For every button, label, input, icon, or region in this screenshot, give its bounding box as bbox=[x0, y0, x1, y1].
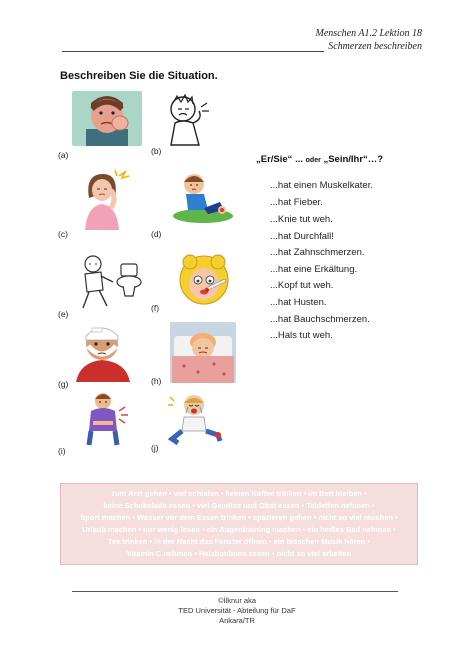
man-diarrhea-toilet-icon bbox=[73, 250, 145, 310]
picture-h bbox=[170, 322, 236, 383]
advice-line: Vitamin C nehmen • Halsbonbons essen • nicht so viel arbeiten bbox=[126, 549, 352, 558]
advice-line: Tee trinken • in der Nacht das Fenster öffnen • ein bisschen Musik hören • bbox=[108, 537, 370, 546]
phrase-4: ...hat Durchfall! bbox=[270, 231, 334, 242]
picture-i-label: (i) bbox=[58, 446, 66, 456]
picture-g bbox=[72, 322, 134, 382]
picture-a bbox=[72, 91, 142, 146]
question-oder: oder bbox=[305, 157, 321, 164]
picture-b-label: (b) bbox=[151, 146, 162, 156]
picture-b bbox=[163, 91, 211, 147]
phrase-7: ...Kopf tut weh. bbox=[270, 280, 334, 291]
question-part1: „Er/Sie“ ... bbox=[256, 154, 303, 165]
woman-headache-icon bbox=[75, 168, 133, 230]
header-course: Menschen A1.2 Lektion 18 bbox=[315, 28, 422, 39]
picture-f bbox=[172, 250, 236, 312]
boy-crying-knee-icon bbox=[164, 391, 228, 447]
man-toothache-icon bbox=[72, 91, 142, 146]
phrase-2: ...hat Fieber. bbox=[270, 197, 323, 208]
man-bandaged-head-icon bbox=[72, 322, 134, 382]
woman-fever-thermometer-icon bbox=[172, 250, 236, 312]
picture-c-label: (c) bbox=[58, 229, 68, 239]
footer-divider bbox=[72, 591, 398, 592]
phrase-1: ...hat einen Muskelkater. bbox=[270, 180, 373, 191]
advice-box bbox=[60, 483, 418, 565]
footer-author: ©İlknur aka bbox=[217, 596, 257, 605]
picture-d bbox=[170, 168, 236, 224]
advice-line: Urlaub machen • nur wenig lesen • ein Augentraining machen • ein heißes Bad nehmen • bbox=[82, 525, 396, 534]
advice-line: keine Schokolade essen • viel Gemüse und Obst essen • Tabletten nehmen • bbox=[103, 501, 375, 510]
phrase-6: ...hat eine Erkältung. bbox=[270, 264, 358, 275]
header-topic: Schmerzen beschreiben bbox=[328, 41, 422, 52]
picture-d-label: (d) bbox=[151, 229, 162, 239]
picture-e-label: (e) bbox=[58, 309, 69, 319]
picture-g-label: (g) bbox=[58, 379, 69, 389]
picture-j-label: (j) bbox=[151, 443, 159, 453]
phrase-9: ...hat Bauchschmerzen. bbox=[270, 314, 370, 325]
picture-i bbox=[73, 391, 133, 447]
picture-e bbox=[73, 250, 145, 310]
question-part3: „Sein/Ihr“…? bbox=[323, 154, 384, 165]
man-neck-pain-icon bbox=[163, 91, 211, 147]
footer-institution: TED Universität - Abteilung für DaF bbox=[178, 606, 296, 615]
phrase-3: ...Knie tut weh. bbox=[270, 214, 333, 225]
picture-c bbox=[75, 168, 133, 230]
advice-line: Sport machen • Wasser vor dem Essen trinken • spazieren gehen • nicht so viel rauchen • bbox=[80, 513, 398, 522]
phrase-5: ...hat Zahnschmerzen. bbox=[270, 247, 365, 258]
header-divider bbox=[62, 51, 324, 52]
woman-sick-in-bed-icon bbox=[170, 322, 236, 383]
picture-j bbox=[164, 391, 228, 447]
footer-city: Ankara/TR bbox=[219, 616, 255, 625]
phrase-10: ...Hals tut weh. bbox=[270, 330, 333, 341]
picture-a-label: (a) bbox=[58, 150, 69, 160]
phrase-8: ...hat Husten. bbox=[270, 297, 327, 308]
picture-h-label: (h) bbox=[151, 376, 162, 386]
man-stomach-ache-icon bbox=[73, 391, 133, 447]
advice-line: zum Arzt gehen • viel schlafen • keinen Kaffee trinken • im Bett bleiben • bbox=[111, 489, 367, 498]
question bbox=[256, 154, 383, 165]
picture-f-label: (f) bbox=[151, 303, 160, 313]
task-title: Beschreiben Sie die Situation. bbox=[60, 70, 218, 82]
boy-knee-injury-icon bbox=[170, 168, 236, 224]
